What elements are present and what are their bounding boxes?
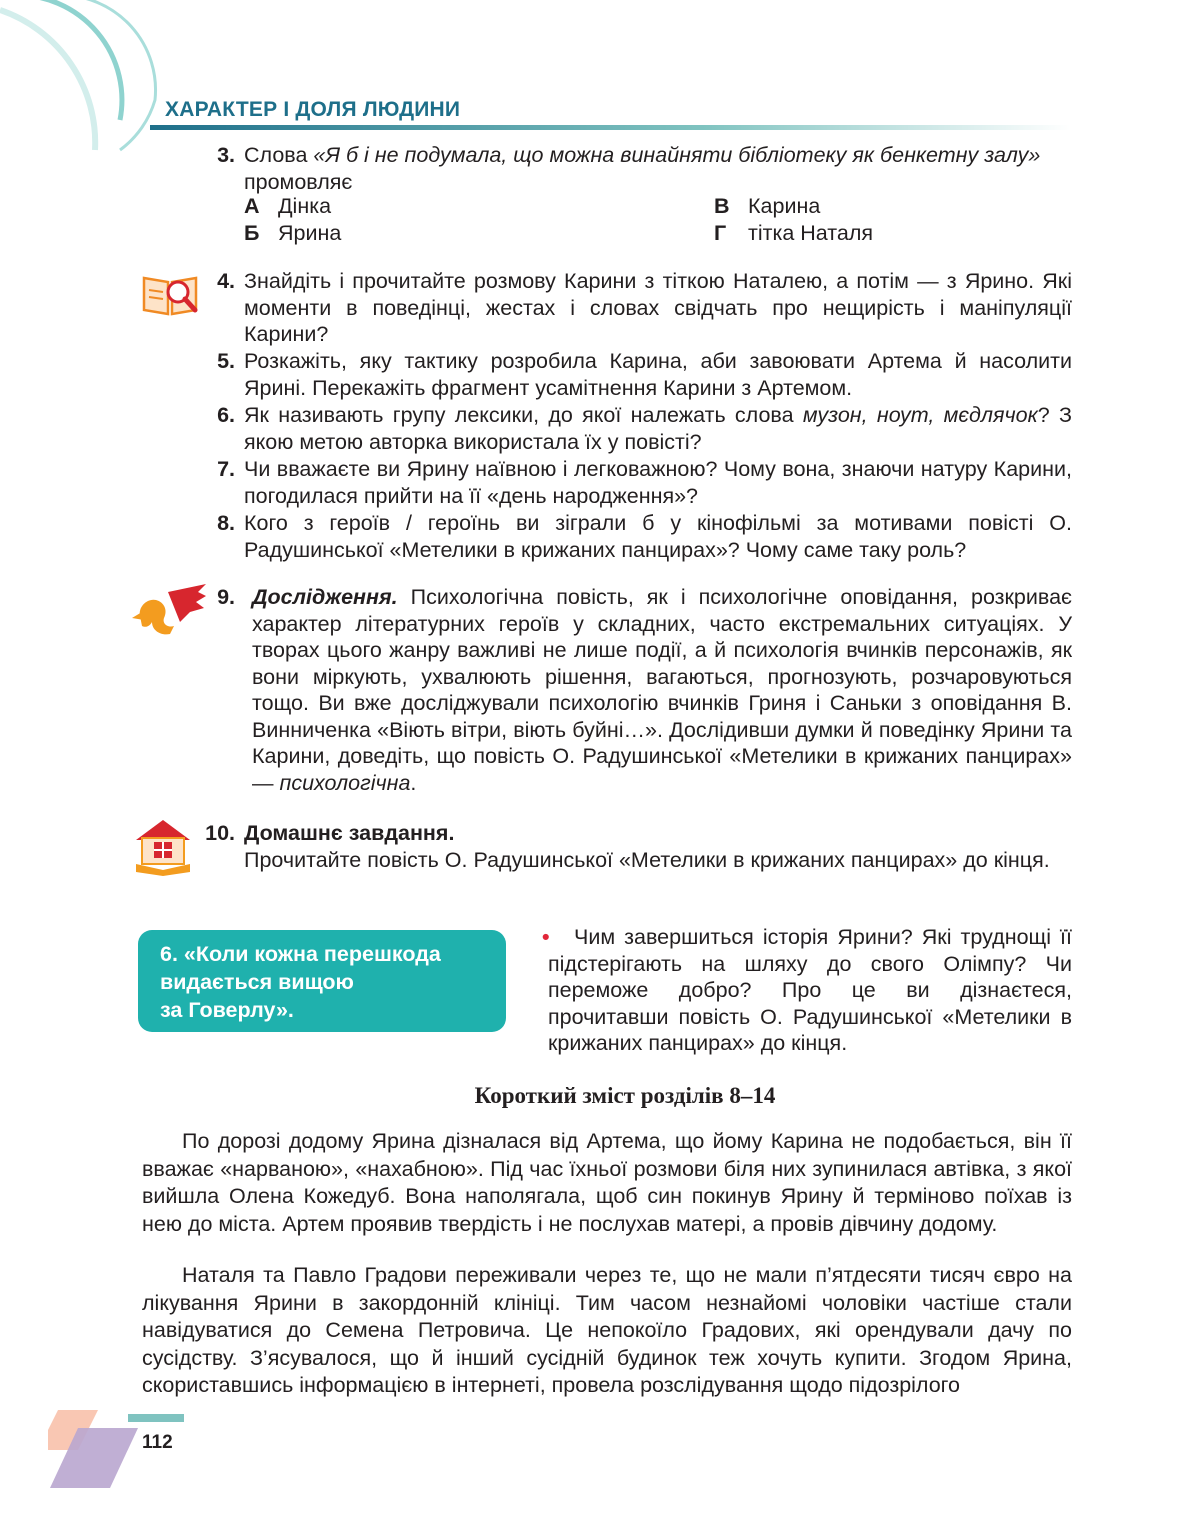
header-rule	[150, 124, 1070, 132]
option-b: Б Ярина	[244, 221, 342, 245]
question-5-text: Розкажіть, яку тактику розробила Карина, аби завоювати Артема й насолити Ярині. Перекажіть фрагмент усамітнення Карини з Артемом.	[244, 349, 1072, 400]
page-number: 112	[142, 1432, 173, 1453]
chapter-title: ХАРАКТЕР І ДОЛЯ ЛЮДИНИ	[165, 98, 461, 121]
summary-paragraph-2: Наталя та Павло Градови переживали через те, що не мали п’ятдесяти тисяч євро на лікування Ярини в закордонній клініці. Тим часом незнайомі чоловіки частіше стали навідуватися до Семена Петровича. Це непокоїло Градових, які орендували дачу по сусідству. З’ясувалося, що й інший сусідній будинок теж хочуть купити. Згодом Ярина, скориставшись інформацією в інтернеті, провела розслідування щодо підозрілого	[142, 1263, 1072, 1397]
question-9-text: Дослідження. Психологічна повість, як і психологічне оповідання, розкриває характер літературних героїв у складних, часто екстремальних ситуаціях. У творах цього жанру важливі не лише події, а й психологія вчинків персонажів, як вони міркують, ухвалюють рішення, вагаються, прогнозують, розчаровуються тощо. Ви вже досліджували психологію вчинків Гриня і Саньки з оповідання В. Винниченка «Віють вітри, віють буйні…». Дослідивши думки й поведінку Ярини та Карини, доведіть, що повість О. Радушинської «Метелики в крижаних панцирах» — психологічна.	[252, 585, 1072, 795]
question-7-text: Чи вважаєте ви Ярину наївною і легковажною? Чому вона, знаючи натуру Карини, погодилася прийти на її «день народження»?	[244, 457, 1072, 508]
bullet-dot: •	[542, 925, 550, 949]
option-v: В Карина	[714, 194, 821, 218]
question-number: 4.	[217, 269, 235, 293]
question-number: 5.	[217, 349, 235, 373]
bullet-text: Чим завершиться історія Ярини? Які труднощі її підстерігають на шляху до свого Олімпу? Чи переможе добро? Про це ви дізнаєтеся, прочитавши повість О. Радушинської «Метелики в крижаних панцирах» до кінця.	[548, 925, 1072, 1055]
question-number: 7.	[217, 457, 235, 481]
question-number: 3.	[217, 143, 235, 167]
question-number: 8.	[217, 511, 235, 535]
quote: «Я б і не подумала, що можна винайняти бібліотеку як бенкетну залу»	[313, 143, 1041, 167]
summary-title: Короткий зміст розділів 8–14	[474, 1083, 776, 1108]
research-label: Дослідження.	[252, 585, 398, 609]
question-number: 10.	[205, 821, 235, 845]
question-6-text: Як називають групу лексики, до якої належать слова музон, ноут, мєдлячок? З якою метою авторка використала їх у повісті?	[244, 403, 1072, 454]
question-number: 9.	[217, 585, 235, 609]
section-heading-box: 6. «Коли кожна перешкода видається вищою за Говерлу».	[138, 930, 506, 1032]
header-arc-decoration	[0, 0, 180, 160]
option-g: Г тітка Наталя	[714, 221, 874, 245]
house-book-icon	[132, 818, 194, 876]
question-text: Слова «Я б і не подумала, що можна винайняти бібліотеку як бенкетну залу» промовляє	[244, 143, 1041, 194]
question-number: 6.	[217, 403, 235, 427]
homework-title: Домашнє завдання.	[244, 821, 455, 845]
option-a: А Дінка	[244, 194, 332, 218]
summary-paragraph-1: По дорозі додому Ярина дізналася від Артема, що йому Карина не подобається, він її вважає «нарваною», «нахабною». Під час їхньої розмови біля них зупинилася автівка, з якої вийшла Олена Кожедуб. Вона наполягала, щоб син покинув Ярину й терміново поїхав із нею до міста. Артем проявив твердість і не послухав матері, а провів дівчину додому.	[142, 1129, 1072, 1236]
question-10-text: Домашнє завдання. Прочитайте повість О. Радушинської «Метелики в крижаних панцирах» до кінця.	[244, 821, 1050, 872]
question-4-text: Знайдіть і прочитайте розмову Карини з тіткою Наталею, а потім — з Ярино. Які моменти в поведінці, жестах і словах свідчать про нещирість і маніпуляції Карини?	[244, 269, 1072, 346]
question-8-text: Кого з героїв / героїнь ви зіграли б у кінофільмі за мотивами повісті О. Радушинської «Метелики в крижаних панцирах»? Чому саме таку роль?	[244, 511, 1072, 562]
